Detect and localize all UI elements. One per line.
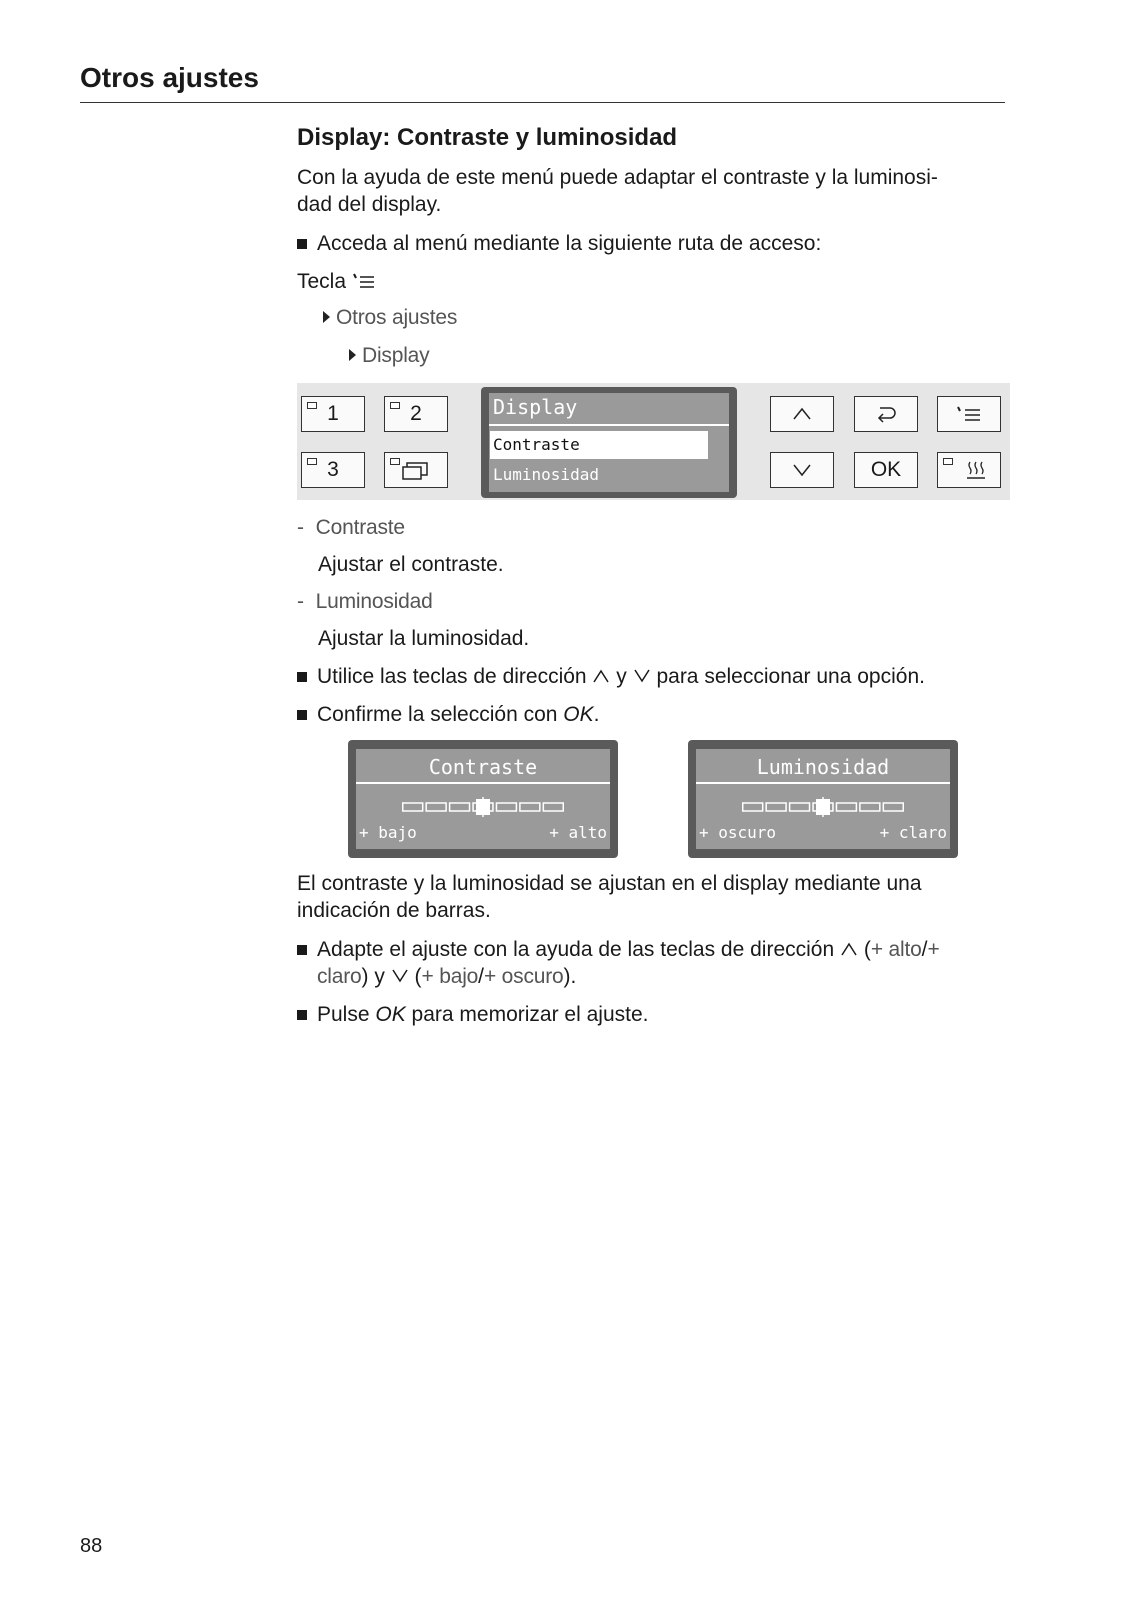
level-segment [520,803,540,811]
control-panel [297,383,1010,500]
bullet-square-icon [297,710,307,720]
key-3[interactable]: 3 [301,452,365,488]
key-2[interactable]: 2 [384,396,448,432]
display-menu-item[interactable]: Luminosidad [493,465,599,484]
drying-key[interactable] [937,452,1001,488]
option-contraste-desc: Ajustar el contraste. [318,553,504,576]
chevron-down-icon [792,463,812,477]
led-indicator [943,458,953,465]
contrast-display-title: Contraste [428,755,538,779]
page-title: Display: Contraste y luminosidad [297,124,678,151]
led-indicator [307,458,317,465]
display-selected-item[interactable]: Contraste [490,431,708,459]
menu-key-icon [352,272,376,290]
level-marker [476,799,490,815]
brightness-dark-label: + oscuro [699,823,777,842]
bullet-square-icon [297,672,307,682]
intro-paragraph [297,164,1012,218]
triangle-right-icon [323,311,330,323]
display-divider [696,782,950,784]
bullet-square-icon [297,239,307,249]
chevron-up-icon [840,942,858,956]
level-segment [883,803,903,811]
level-marker [816,799,830,815]
bar-paragraph: El contraste y la luminosidad se ajustan en el display mediante una indicación de barras. [297,872,922,922]
contrast-level-bar [402,797,564,817]
level-segment [790,803,810,811]
intro-line-1: Con la ayuda de este menú puede adaptar el contraste y la luminosi- [297,166,938,189]
back-arrow-icon [874,405,898,423]
triangle-right-icon [349,349,356,361]
step-press-ok: Pulse OK para memorizar el ajuste. [297,1001,1012,1028]
key-programs[interactable] [384,452,448,488]
step-access-text: Acceda al menú mediante la siguiente ruta de acceso: [317,232,822,255]
level-segment [403,803,423,811]
title-divider [80,102,1005,103]
menu-key[interactable] [937,396,1001,432]
menu-path-item-2: Display [349,344,429,368]
level-segment [450,803,470,811]
contrast-low-label: + bajo [359,823,417,842]
display-divider [489,424,729,426]
level-segment [426,803,446,811]
level-segment [743,803,763,811]
display-title: Display [493,395,578,419]
brightness-light-label: + claro [879,823,947,842]
chevron-up-icon [792,407,812,421]
intro-line-2: dad del display. [297,193,442,216]
step-confirm: Confirme la selección con OK. [297,701,1012,728]
chevron-down-icon [633,669,651,683]
brightness-level-bar [742,797,904,817]
contrast-display [348,740,618,858]
brightness-display-title: Luminosidad [756,755,890,779]
steam-icon [965,460,987,480]
option-luminosidad-desc: Ajustar la luminosidad. [318,627,530,650]
level-segment [836,803,856,811]
key-1[interactable]: 1 [301,396,365,432]
step-access [297,230,1012,257]
level-segment [496,803,516,811]
menu-path-item-1: Otros ajustes [323,306,457,330]
section-title: Otros ajustes [80,62,259,93]
led-indicator [307,402,317,409]
level-segment [860,803,880,811]
led-indicator [390,458,400,465]
page-number: 88 [80,1535,103,1557]
back-key[interactable] [854,396,918,432]
display-divider [356,782,610,784]
ok-key[interactable]: OK [854,452,918,488]
contrast-high-label: + alto [549,823,607,842]
step-select: Utilice las teclas de dirección y para seleccionar una opción. [297,663,1012,690]
key-line [297,268,1012,295]
led-indicator [390,402,400,409]
step-adapt: Adapte el ajuste con la ayuda de las teclas de dirección (+ alto/+ claro) y (+ bajo/+ oscuro). [297,936,1012,990]
windows-stack-icon [401,459,431,481]
chevron-up-icon [592,669,610,683]
bullet-square-icon [297,1010,307,1020]
chevron-down-icon [391,969,409,983]
brightness-display [688,740,958,858]
key-prefix: Tecla [297,270,352,293]
menu-icon [956,405,982,423]
level-segment [543,803,563,811]
bullet-square-icon [297,945,307,955]
option-contraste: - Contraste [297,516,405,539]
down-arrow-key[interactable] [770,452,834,488]
up-arrow-key[interactable] [770,396,834,432]
level-segment [766,803,786,811]
main-display [481,387,737,498]
option-luminosidad: - Luminosidad [297,590,433,613]
